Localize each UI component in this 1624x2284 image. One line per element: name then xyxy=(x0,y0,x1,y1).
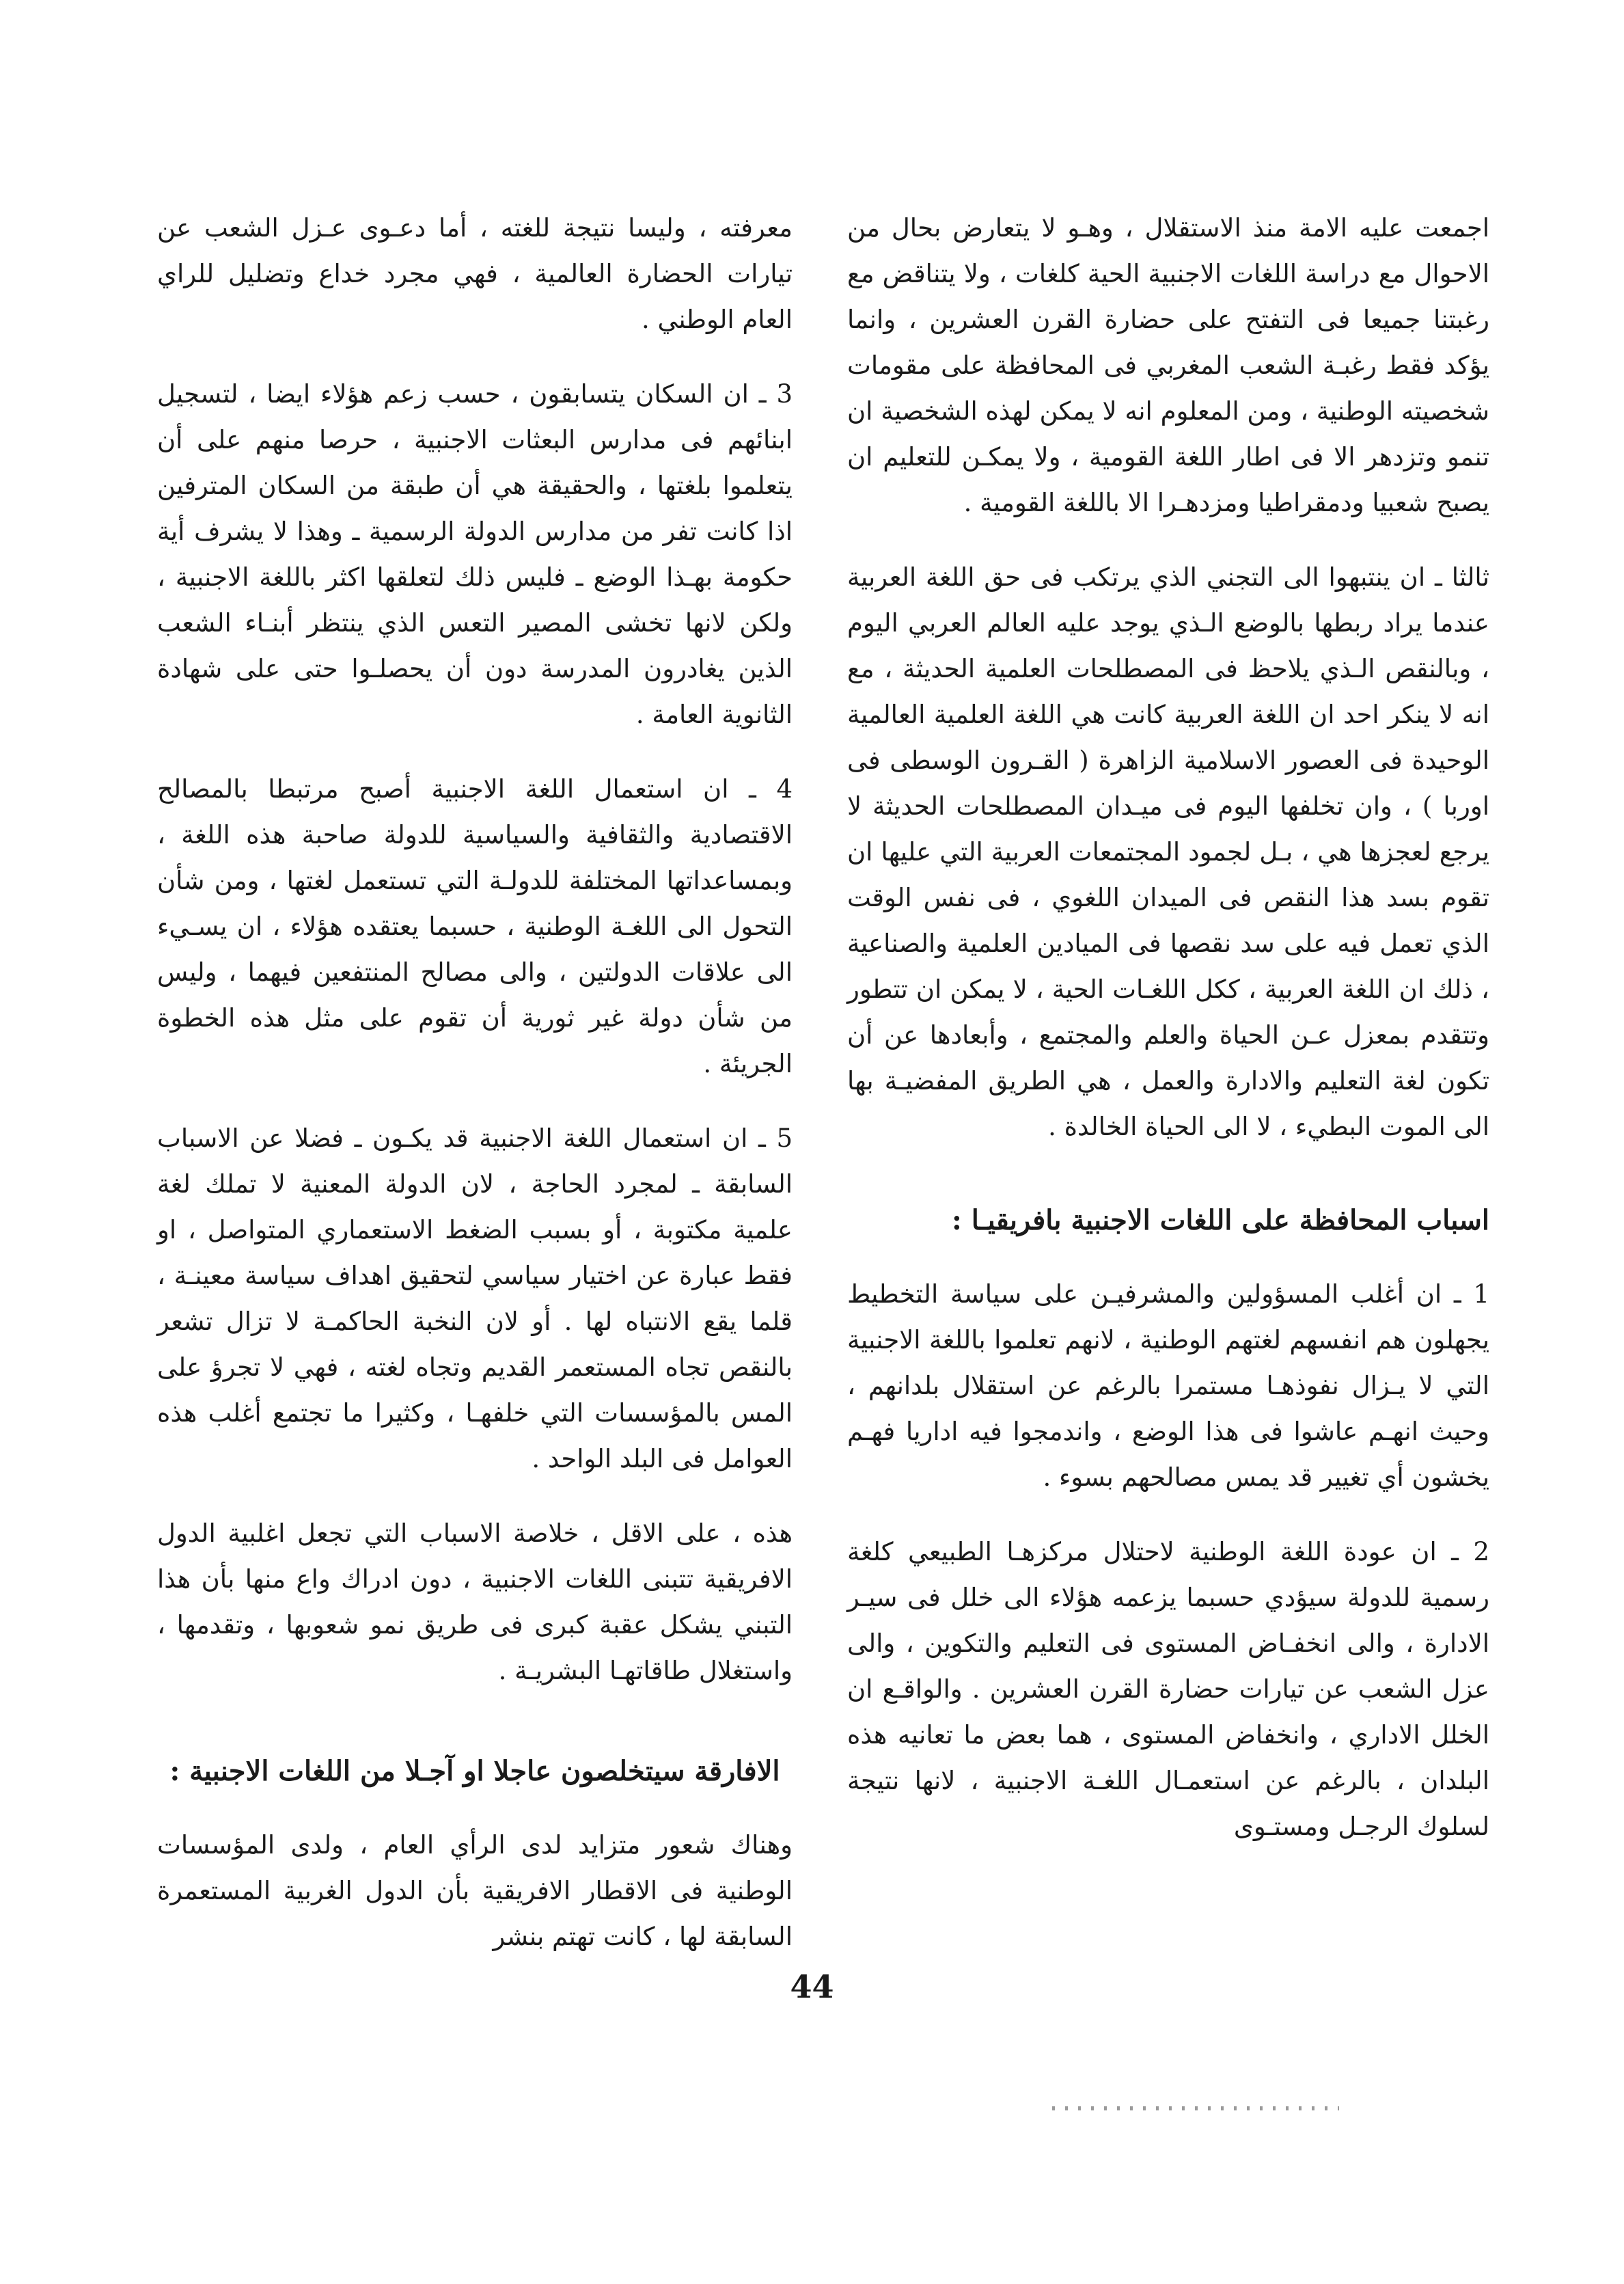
right-column xyxy=(847,205,1489,1878)
paragraph: هذه ، على الاقل ، خلاصة الاسباب التي تجعل اغلبية الدول الافريقية تتبنى اللغات الاجنبية ، دون ادراك واع منها بأن هذا التبني يشكل عقبة كبرى فى طريق نمو شعوبها ، وتقدمها ، واستغلال طاقاتهـا البشريـة . xyxy=(157,1519,793,1685)
paragraph: 3 ـ ان السكان يتسابقون ، حسب زعم هؤلاء ايضا ، لتسجيل ابنائهم فى مدارس البعثات الاجنبية ، حرصا منهم على أن يتعلموا بلغتها ، والحقيقة هي أن طبقة من السكان المترفين اذا كانت تفر من مدارس الدولة الرسمية ـ وهذا لا يشرف أية حكومة بهـذا الوضع ـ فليس ذلك لتعلقها اكثر باللغة الاجنبية ، ولكن لانها تخشى المصير التعس الذي ينتظر أبنـاء الشعب الذين يغادرون المدرسة دون أن يحصلـوا حتى على شهادة الثانوية العامة . xyxy=(157,379,793,729)
left-column xyxy=(157,205,793,1988)
paragraph: 4 ـ ان استعمال اللغة الاجنبية أصبح مرتبطا بالمصالح الاقتصادية والثقافية والسياسية للدولة صاحبة هذه اللغة ، وبمساعداتها المختلفة للدولـة التي تستعمل لغتها ، ومن شأن التحول الى اللغـة الوطنية ، حسبما يعتقده هؤلاء ، ان يسـيء الى علاقات الدولتين ، والى مصالح المنتفعين فيهما ، وليس من شأن دولة غير ثورية أن تقوم على مثل هذه الخطوة الجريئة . xyxy=(157,774,793,1078)
paragraph: ثالثا ـ ان ينتبهوا الى التجني الذي يرتكب فى حق اللغة العربية عندما يراد ربطها بالوضع الـذي يوجد عليه العالم العربي اليوم ، وبالنقص الـذي يلاحظ فى المصطلحات العلمية الحديثة ، مع انه لا ينكر احد ان اللغة العربية كانت هي اللغة العلمية العالمية الوحيدة فى العصور الاسلامية الزاهرة ( القـرون الوسطى فى اوربا ) ، وان تخلفها اليوم فى ميـدان المصطلحات الحديثة لا يرجع لعجزها هي ، بـل لجمود المجتمعات العربية التي عليها ان تقوم بسد هذا النقص فى الميدان اللغوي ، فى نفس الوقت الذي تعمل فيه على سد نقصها فى الميادين العلمية والصناعية ، ذلك ان اللغة العربية ، ككل اللغـات الحية ، لا يمكن ان تتطور وتتقدم بمعزل عـن الحياة والعلم والمجتمع ، وأبعادها عن أن تكون لغة التعليم والادارة والعمل ، هي الطريق المفضيـة بها الى الموت البطيء ، لا الى الحياة الخالدة . xyxy=(847,562,1489,1141)
scan-artifact-dots xyxy=(1052,2106,1339,2110)
page-number: 44 xyxy=(790,1968,834,2005)
section-heading: الافارقة سيتخلصون عاجلا او آجـلا من اللغات الاجنبية : xyxy=(169,1755,780,1787)
paragraph: 5 ـ ان استعمال اللغة الاجنبية قد يكـون ـ فضلا عن الاسباب السابقة ـ لمجرد الحاجة ، لان الدولة المعنية لا تملك لغة علمية مكتوبة ، أو بسبب الضغط الاستعماري المتواصل ، او فقط عبارة عن اختيار سياسي لتحقيق اهداف سياسة معينـة ، قلما يقع الانتباه لها . أو لان النخبة الحاكمـة لا تزال تشعر بالنقص تجاه المستعمر القديم وتجاه لغته ، فهي لا تجرؤ على المس بالمؤسسات التي خلفهـا ، وكثيرا ما تجتمع أغلب هذه العوامل فى البلد الواحد . xyxy=(157,1124,793,1473)
paragraph: 1 ـ ان أغلب المسؤولين والمشرفيـن على سياسة التخطيط يجهلون هم انفسهم لغتهم الوطنية ، لانهم تعلموا باللغة الاجنبية التي لا يـزال نفوذهـا مستمرا بالرغم عن استقلال بلدانهم ، وحيث انهـم عاشوا فى هذا الوضع ، واندمجوا فيه اداريا فهـم يخشون أي تغيير قد يمس مصالحهم بسوء . xyxy=(847,1279,1489,1492)
paragraph: معرفته ، وليسا نتيجة للغته ، أما دعـوى عـزل الشعب عن تيارات الحضارة العالمية ، فهي مجرد خداع وتضليل للراي العام الوطني . xyxy=(157,213,793,334)
paragraph: وهناك شعور متزايد لدى الرأي العام ، ولدى المؤسسات الوطنية فى الاقطار الافريقية بأن الدول الغربية المستعمرة السابقة لها ، كانت تهتم بنشر xyxy=(157,1830,793,1951)
paragraph: 2 ـ ان عودة اللغة الوطنية لاحتلال مركزهـا الطبيعي كلغة رسمية للدولة سيؤدي حسبما يزعمه هؤلاء الى خلل فى سيـر الادارة ، والى انخفـاض المستوى فى التعليم والتكوين ، والى عزل الشعب عن تيارات حضارة القرن العشرين . والواقـع ان الخلل الاداري ، وانخفاض المستوى ، هما بعض ما تعانيه هذه البلدان ، بالرغم عن استعمـال اللغـة الاجنبية ، لانها نتيجة لسلوك الرجـل ومستـوى xyxy=(847,1537,1489,1841)
section-heading: اسباب المحافظة على اللغات الاجنبية بافريقيـا : xyxy=(952,1204,1489,1236)
paragraph: اجمعت عليه الامة منذ الاستقلال ، وهـو لا يتعارض بحال من الاحوال مع دراسة اللغات الاجنبية الحية كلغات ، ولا يتناقض مع رغبتنا جميعا فى التفتح على حضارة القرن العشرين ، وانما يؤكد فقط رغبـة الشعب المغربي فى المحافظة على مقومات شخصيته الوطنية ، ومن المعلوم انه لا يمكن لهذه الشخصية ان تنمو وتزدهر الا فى اطار اللغة القومية ، ولا يمكـن للتعليم ان يصبح شعبيا ودمقراطيا ومزدهـرا الا باللغة القومية . xyxy=(847,213,1489,517)
